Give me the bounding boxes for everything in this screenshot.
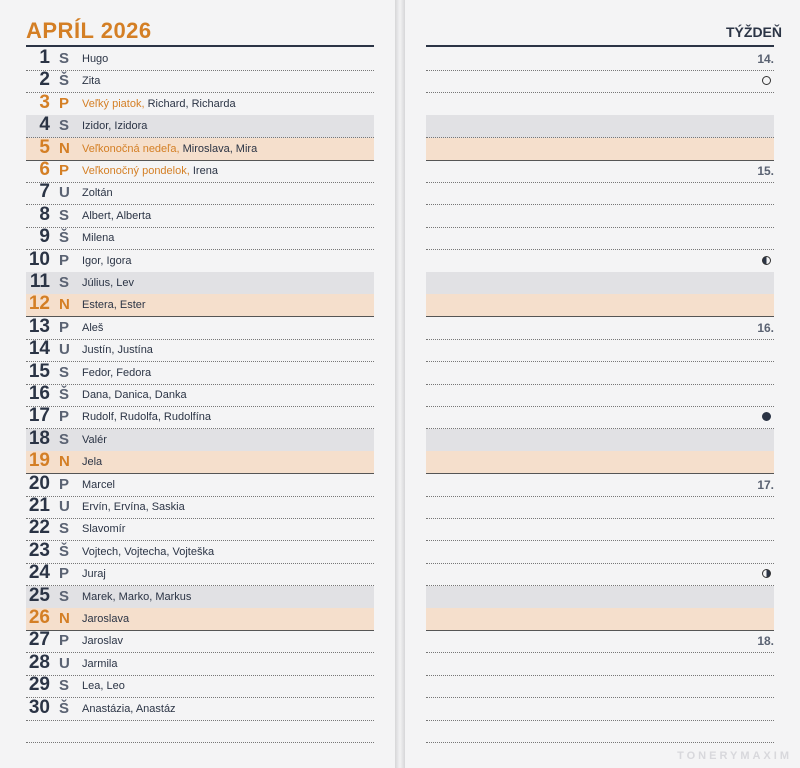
- weekday-letter: N: [59, 453, 70, 471]
- day-number: 30: [28, 696, 50, 718]
- day-row: [26, 182, 374, 205]
- name-day-names: Július, Lev: [82, 277, 134, 289]
- day-number: 16: [28, 383, 50, 404]
- day-number: 15: [28, 360, 50, 382]
- weekday-letter: P: [59, 565, 70, 583]
- name-day-text: [82, 384, 187, 406]
- day-number: 22: [28, 517, 50, 539]
- name-day-text: [82, 586, 191, 608]
- name-day-text: [82, 653, 117, 675]
- moon-first-quarter-icon: [762, 569, 771, 578]
- day-row: [26, 653, 374, 676]
- week-note-row: [426, 317, 774, 340]
- day-number: 8: [39, 203, 50, 225]
- day-number: 27: [28, 629, 50, 651]
- name-day-names: Estera, Ester: [82, 299, 146, 312]
- weekday-letter: N: [59, 610, 70, 627]
- name-day-names: Rudolf, Rudolfa, Rudolfína: [82, 411, 212, 424]
- weekday-letter: Š: [59, 542, 70, 560]
- name-day-text: [82, 362, 151, 384]
- week-note-row: [426, 563, 774, 586]
- weekday-letter: S: [59, 206, 70, 224]
- weekday-letter: P: [59, 318, 70, 336]
- name-day-text: [82, 272, 134, 294]
- name-day-names: Jaroslav: [82, 635, 123, 648]
- moon-new-icon: [762, 412, 771, 421]
- weekday-letter: Š: [59, 699, 70, 717]
- name-day-names: Valér: [82, 433, 107, 446]
- name-day-text: [82, 205, 151, 227]
- week-note-row: [426, 586, 774, 609]
- week-number: 18.: [757, 634, 774, 649]
- holiday-label: Veľkonočná nedeľa,: [82, 142, 180, 155]
- name-day-text: [82, 608, 129, 630]
- week-note-row: [426, 653, 774, 676]
- weekday-letter: S: [59, 677, 70, 695]
- watermark: TONERYMAXIM: [677, 750, 792, 762]
- day-number: 4: [39, 114, 50, 136]
- weekday-letter: U: [59, 654, 70, 672]
- day-row: [26, 586, 374, 609]
- name-day-names: Justín, Justína: [82, 344, 153, 357]
- weekday-letter: S: [59, 587, 70, 605]
- week-note-row: [426, 474, 774, 497]
- weekday-letter: P: [59, 475, 70, 493]
- name-day-text: [82, 138, 257, 160]
- name-day-names: Albert, Alberta: [82, 209, 152, 222]
- name-day-names: Irena: [192, 165, 218, 177]
- week-note-row: [426, 93, 774, 116]
- name-day-names: Juraj: [82, 568, 106, 581]
- week-note-row: [426, 294, 774, 317]
- name-day-text: [82, 675, 125, 697]
- week-note-row: [426, 608, 774, 631]
- name-day-names: Vojtech, Vojtecha, Vojteška: [82, 545, 215, 558]
- week-note-row: [426, 339, 774, 362]
- name-day-names: Marek, Marko, Markus: [82, 590, 192, 603]
- day-number: 7: [39, 181, 50, 203]
- weekday-letter: P: [59, 162, 70, 179]
- name-day-text: [82, 317, 103, 339]
- weekday-letter: U: [59, 498, 70, 515]
- day-number: 26: [28, 607, 50, 628]
- week-number: 16.: [757, 320, 774, 335]
- name-day-text: [82, 250, 132, 272]
- weekday-letter: S: [59, 430, 70, 448]
- day-row: [26, 384, 374, 407]
- name-day-text: [82, 160, 218, 182]
- week-note-row: [426, 496, 774, 519]
- weekday-letter: S: [59, 117, 70, 135]
- day-row: [26, 70, 374, 93]
- day-row: [26, 48, 374, 71]
- weekday-letter: S: [59, 274, 70, 291]
- name-day-names: Lea, Leo: [82, 680, 125, 693]
- title-rule-left: [26, 45, 374, 47]
- week-note-row: [426, 160, 774, 183]
- weekday-letter: U: [59, 341, 70, 359]
- day-number: 10: [28, 248, 50, 270]
- week-note-row: [426, 250, 774, 273]
- name-day-text: [82, 451, 102, 473]
- day-number: 28: [28, 651, 50, 673]
- day-row: [26, 406, 374, 429]
- day-number: 12: [28, 293, 50, 315]
- weekday-letter: N: [59, 296, 70, 314]
- name-day-text: [82, 294, 146, 316]
- name-day-names: Jaroslava: [82, 613, 130, 625]
- name-day-text: [82, 227, 114, 249]
- name-day-text: [82, 474, 115, 496]
- day-row: [26, 205, 374, 228]
- week-note-row: [426, 362, 774, 385]
- moon-full-icon: [762, 76, 771, 85]
- empty-row: [26, 720, 374, 743]
- name-day-text: [82, 70, 100, 92]
- week-number: 14.: [757, 52, 774, 66]
- name-day-text: [82, 339, 153, 361]
- week-note-row: [426, 227, 774, 250]
- name-day-text: [82, 630, 123, 652]
- day-number: 5: [39, 136, 50, 158]
- week-number: 17.: [757, 477, 774, 492]
- day-number: 17: [28, 405, 50, 427]
- day-number: 9: [39, 226, 50, 248]
- week-note-row: [426, 630, 774, 653]
- weekday-letter: S: [59, 520, 70, 538]
- name-day-names: Hugo: [82, 53, 109, 65]
- holiday-label: Veľkonočný pondelok,: [82, 165, 190, 177]
- week-note-row: [426, 451, 774, 474]
- week-note-row: [426, 541, 774, 564]
- weekday-letter: P: [59, 632, 70, 650]
- week-note-row: [426, 518, 774, 541]
- weekday-letter: U: [59, 184, 70, 202]
- day-row: [26, 630, 374, 653]
- week-number: 15.: [757, 164, 774, 178]
- day-row: [26, 429, 374, 452]
- week-heading: TÝŽDEŇ: [726, 24, 782, 40]
- name-day-names: Anastázia, Anastáz: [82, 702, 176, 715]
- week-note-row: [426, 48, 774, 71]
- name-day-names: Jela: [82, 456, 103, 469]
- day-number: 21: [28, 495, 50, 516]
- day-number: 3: [39, 91, 50, 113]
- name-day-names: Zoltán: [82, 187, 113, 200]
- holiday-label: Veľký piatok,: [82, 97, 145, 110]
- name-day-names: Zita: [82, 75, 101, 88]
- day-row: [26, 115, 374, 138]
- week-note-row: [426, 384, 774, 407]
- day-row: [26, 451, 374, 474]
- day-number: 25: [28, 584, 50, 606]
- weekday-letter: Š: [59, 386, 70, 403]
- week-note-row: [426, 698, 774, 721]
- week-note-row: [426, 182, 774, 205]
- name-day-names: Marcel: [82, 478, 116, 491]
- name-day-text: [82, 182, 113, 204]
- weekday-letter: N: [59, 139, 70, 157]
- name-day-text: [82, 541, 214, 563]
- name-day-text: [82, 93, 236, 115]
- weekday-letter: P: [59, 408, 70, 426]
- month-title: APRÍL 2026: [26, 18, 152, 43]
- day-number: 2: [39, 69, 50, 91]
- week-note-row: [426, 70, 774, 93]
- day-row: [26, 93, 374, 116]
- day-row: [26, 227, 374, 250]
- name-day-text: [82, 406, 211, 428]
- day-row: [26, 675, 374, 698]
- name-day-names: Dana, Danica, Danka: [82, 389, 187, 401]
- day-number: 24: [28, 562, 50, 584]
- day-number: 11: [29, 271, 50, 292]
- weekday-letter: Š: [59, 229, 70, 247]
- page-gutter: [395, 0, 405, 768]
- moon-last-quarter-icon: [762, 256, 771, 265]
- weekday-letter: S: [59, 50, 70, 67]
- name-day-names: Miroslava, Mira: [182, 142, 258, 155]
- weekday-letter: P: [59, 94, 70, 112]
- week-note-row: [426, 720, 774, 743]
- name-day-text: [82, 698, 176, 720]
- day-number: 14: [28, 338, 50, 360]
- day-number: 18: [28, 427, 50, 449]
- day-number: 19: [28, 450, 50, 472]
- name-day-text: [82, 115, 147, 137]
- day-row: [26, 541, 374, 564]
- day-number: 23: [28, 539, 50, 561]
- day-row: [26, 250, 374, 273]
- name-day-names: Jarmila: [82, 657, 118, 670]
- day-row: [26, 272, 374, 295]
- name-day-text: [82, 563, 106, 585]
- name-day-names: Izidor, Izidora: [82, 120, 148, 133]
- day-row: [26, 160, 374, 183]
- day-row: [26, 698, 374, 721]
- day-number: 1: [39, 47, 50, 68]
- day-row: [26, 138, 374, 161]
- name-day-text: [82, 429, 107, 451]
- name-day-names: Fedor, Fedora: [82, 366, 152, 379]
- name-day-text: [82, 48, 108, 70]
- name-day-names: Igor, Igora: [82, 254, 132, 267]
- day-row: [26, 608, 374, 631]
- name-day-text: [82, 518, 125, 540]
- week-note-row: [426, 675, 774, 698]
- day-number: 13: [28, 315, 50, 337]
- name-day-names: Richard, Richarda: [147, 97, 236, 110]
- name-day-names: Slavomír: [82, 523, 126, 536]
- day-row: [26, 294, 374, 317]
- day-row: [26, 563, 374, 586]
- weekday-letter: P: [59, 251, 70, 269]
- day-row: [26, 496, 374, 519]
- week-note-row: [426, 272, 774, 295]
- day-row: [26, 317, 374, 340]
- name-day-text: [82, 496, 185, 518]
- day-number: 29: [28, 674, 50, 696]
- day-row: [26, 518, 374, 541]
- week-note-row: [426, 138, 774, 161]
- day-number: 6: [39, 159, 50, 180]
- name-day-names: Milena: [82, 232, 115, 245]
- name-day-names: Aleš: [82, 321, 104, 334]
- week-note-row: [426, 406, 774, 429]
- weekday-letter: S: [59, 363, 70, 381]
- day-row: [26, 339, 374, 362]
- day-number: 20: [28, 472, 50, 494]
- weekday-letter: Š: [59, 72, 70, 90]
- week-note-row: [426, 115, 774, 138]
- day-row: [26, 474, 374, 497]
- name-day-names: Ervín, Ervína, Saskia: [82, 501, 185, 513]
- title-rule-right: [426, 45, 774, 47]
- week-note-row: [426, 429, 774, 452]
- week-note-row: [426, 205, 774, 228]
- day-row: [26, 362, 374, 385]
